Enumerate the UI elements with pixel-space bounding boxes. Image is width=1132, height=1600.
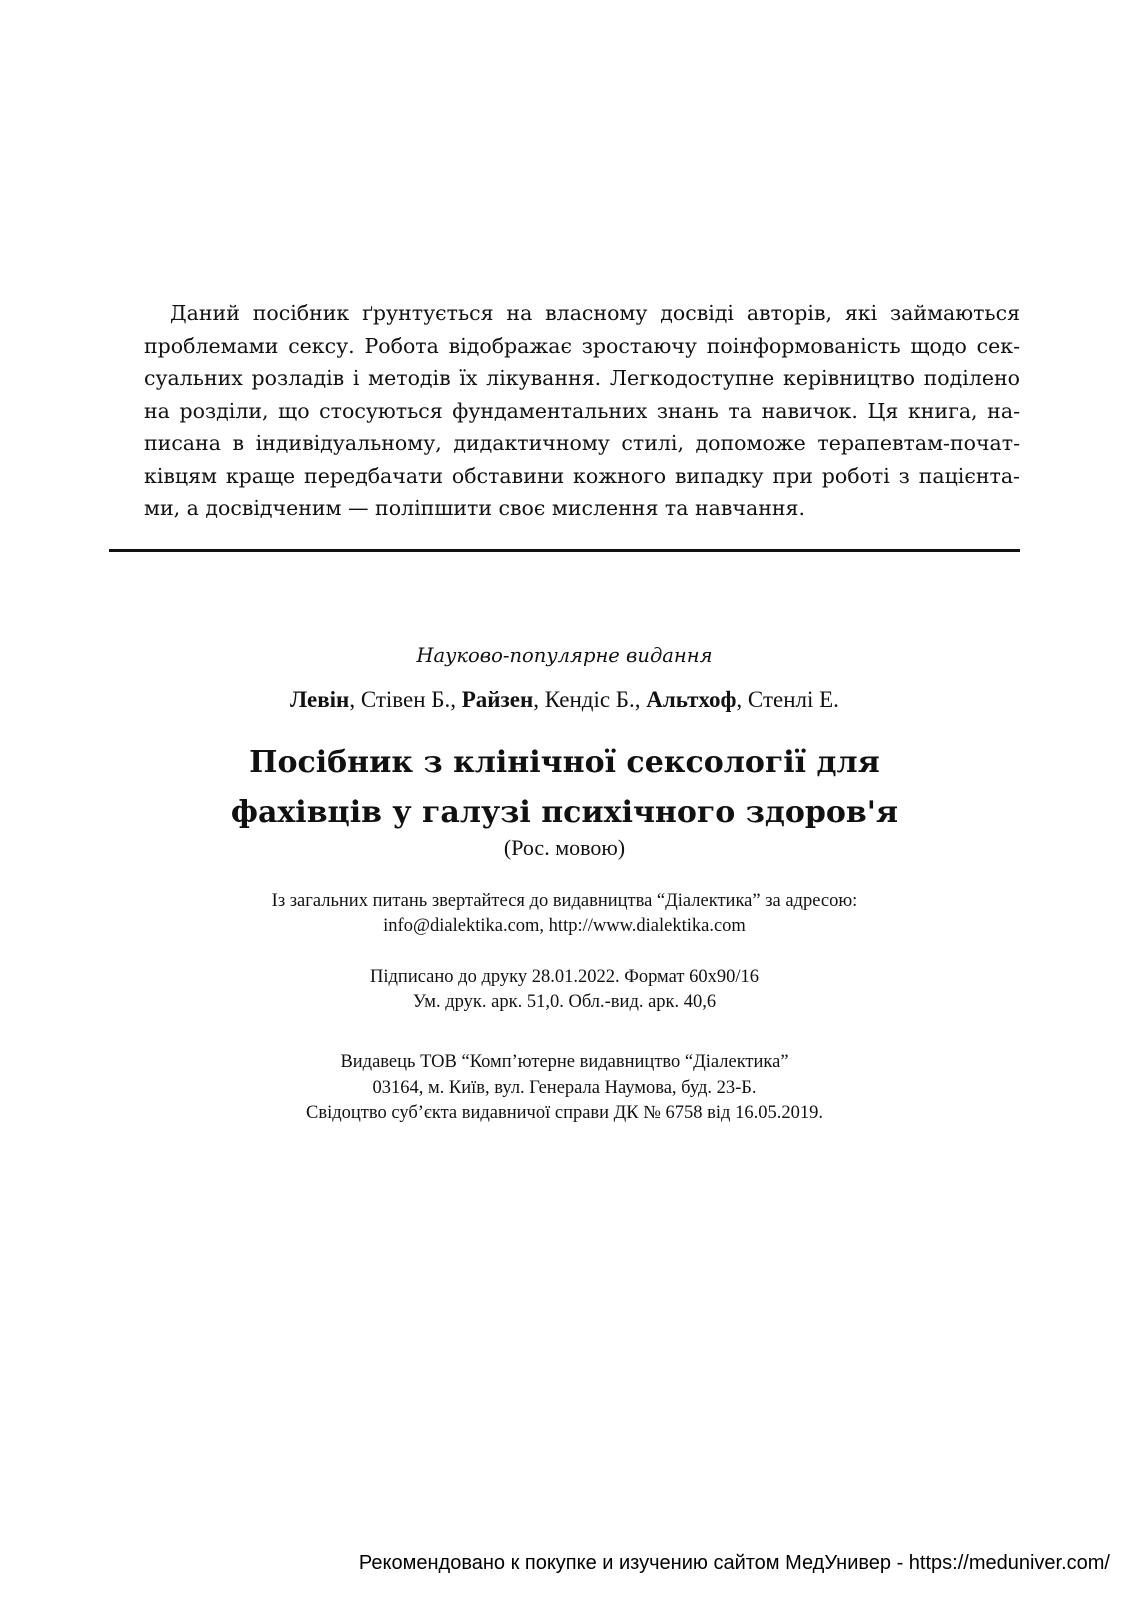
- contacts-line: Із загальних питань звертайтеся до видавництва “Діалектика” за адресою:: [271, 891, 858, 911]
- author-surname: Райзен: [461, 687, 534, 712]
- publisher-line: Видавець ТОВ “Комп’ютерне видавництво “Діалектика”: [340, 1052, 789, 1072]
- publisher-contacts: [109, 889, 1020, 939]
- publisher-line: 03164, м. Київ, вул. Генерала Наумова, буд. 23-Б.: [372, 1077, 757, 1098]
- annotation-line: проблемами сексу. Робота відображає зростаючу поінформованість щодо сек-: [144, 333, 1020, 358]
- annotation-line: Даний посібник ґрунтується на власному досвіді авторів, які займаються: [170, 301, 1020, 325]
- author-given-name: , Кендіс Б.,: [533, 687, 647, 712]
- book-title: [109, 738, 1020, 838]
- annotation-line: ми, а досвідченим — поліпшити своє мислення та навчання.: [144, 496, 805, 520]
- annotation-paragraph: [144, 297, 1020, 525]
- edition-genre: Науково-популярне видання: [416, 644, 713, 667]
- language-note: (Рос. мовою): [503, 835, 626, 860]
- authors-line: [109, 687, 1020, 713]
- print-details-line: Підписано до друку 28.01.2022. Формат 60x90/16: [370, 967, 759, 987]
- contacts-line: info@dialektika.com, http://www.dialektika.com: [383, 916, 746, 936]
- print-details-line: Ум. друк. арк. 51,0. Обл.-вид. арк. 40,6: [412, 992, 717, 1012]
- publisher-info: [109, 1050, 1020, 1127]
- publisher-line: Свідоцтво суб’єкта видавничої справи ДК № 6758 від 16.05.2019.: [306, 1103, 823, 1123]
- print-details: [109, 965, 1020, 1015]
- author-given-name: , Стенлі Е.: [736, 687, 839, 712]
- annotation-line: писана в індивідуальному, дидактичному стилі, допоможе терапевтам-почат-: [144, 431, 1020, 455]
- book-title-line: Посібник з клінічної сексології для: [249, 745, 880, 780]
- horizontal-divider: [109, 549, 1020, 552]
- annotation-line: ківцям краще передбачати обставини кожного випадку при роботі з пацієнта-: [144, 463, 1020, 488]
- annotation-line: на розділи, що стосуються фундаментальних знань та навичок. Ця книга, на-: [144, 398, 1020, 423]
- book-title-line: фахівців у галузі психічного здоров'я: [230, 795, 899, 830]
- author-given-name: , Стівен Б.,: [349, 687, 462, 712]
- watermark-footer-note: Рекомендовано к покупке и изучению сайтом МедУнивер - https://meduniver.com/: [358, 1552, 1110, 1574]
- annotation-line: суальних розладів і методів їх лікування. Легкодоступне керівництво поділено: [144, 366, 1020, 390]
- author-surname: Левін: [290, 687, 350, 712]
- author-surname: Альтхоф: [646, 687, 737, 712]
